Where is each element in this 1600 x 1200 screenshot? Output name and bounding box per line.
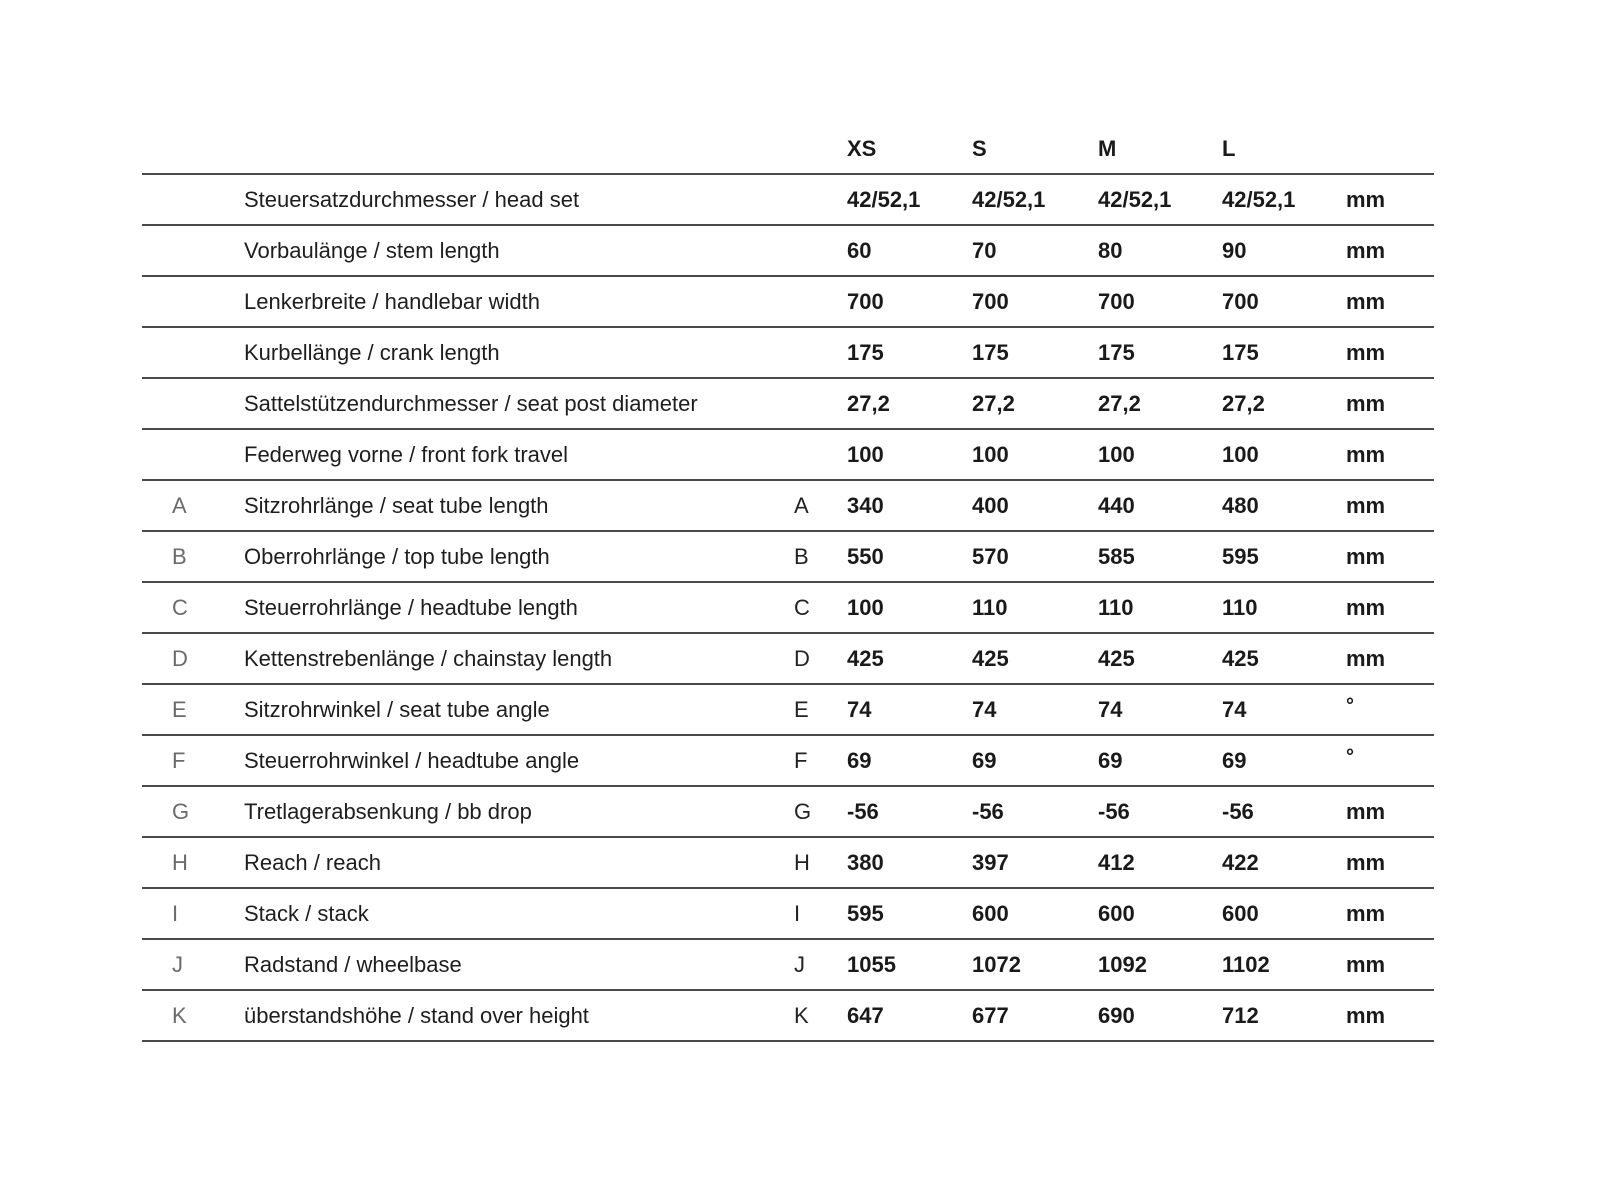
- value-xs: 647: [847, 1003, 884, 1028]
- value-s: 74: [972, 697, 997, 722]
- row-marker-left: [172, 328, 212, 377]
- value-l: 1102: [1222, 952, 1270, 977]
- row-marker-left: H: [172, 850, 188, 875]
- row-marker-left: F: [172, 748, 186, 773]
- value-l: 110: [1222, 595, 1258, 620]
- table-row: [142, 226, 1434, 277]
- value-xs: 340: [847, 493, 884, 518]
- unit-label: mm: [1346, 799, 1386, 824]
- row-marker-right: D: [794, 646, 810, 671]
- value-m: 1092: [1098, 952, 1147, 977]
- row-label: Federweg vorne / front fork travel: [244, 442, 569, 467]
- value-xs: 380: [847, 850, 884, 875]
- row-marker-right: [794, 277, 834, 326]
- value-m: 110: [1098, 595, 1134, 620]
- row-marker-right: E: [794, 697, 809, 722]
- row-marker-left: [172, 175, 212, 224]
- value-s: 175: [972, 340, 1009, 365]
- value-m: 27,2: [1098, 391, 1141, 416]
- row-marker-left: I: [172, 901, 179, 926]
- table-row: [142, 889, 1434, 940]
- table-row: [142, 277, 1434, 328]
- value-l: 422: [1222, 850, 1259, 875]
- table-row: [142, 685, 1434, 736]
- unit-label: mm: [1346, 289, 1386, 314]
- size-header-xs: XS: [847, 136, 877, 161]
- value-l: 27,2: [1222, 391, 1265, 416]
- row-label: Kettenstrebenlänge / chainstay length: [244, 646, 613, 671]
- table-row: [142, 175, 1434, 226]
- table-row: [142, 532, 1434, 583]
- table-row: [142, 736, 1434, 787]
- table-body: [142, 175, 1434, 1042]
- value-l: 595: [1222, 544, 1259, 569]
- table-row: [142, 787, 1434, 838]
- row-marker-right: G: [794, 799, 812, 824]
- row-marker-left: [172, 379, 212, 428]
- value-xs: 175: [847, 340, 884, 365]
- size-header-m: M: [1098, 136, 1117, 161]
- value-xs: 595: [847, 901, 884, 926]
- row-marker-right: [794, 328, 834, 377]
- value-m: 600: [1098, 901, 1135, 926]
- size-header-s: S: [972, 136, 987, 161]
- value-l: 69: [1222, 748, 1247, 773]
- row-label: Radstand / wheelbase: [244, 952, 462, 977]
- value-s: 397: [972, 850, 1009, 875]
- row-label: Sitzrohrlänge / seat tube length: [244, 493, 549, 518]
- value-s: 570: [972, 544, 1009, 569]
- value-m: 42/52,1: [1098, 187, 1172, 212]
- row-label: Stack / stack: [244, 901, 369, 926]
- value-m: 69: [1098, 748, 1123, 773]
- value-l: 74: [1222, 697, 1247, 722]
- row-label: Lenkerbreite / handlebar width: [244, 289, 540, 314]
- unit-label: mm: [1346, 850, 1386, 875]
- value-s: 400: [972, 493, 1009, 518]
- value-l: 100: [1222, 442, 1259, 467]
- value-m: 74: [1098, 697, 1123, 722]
- row-label: überstandshöhe / stand over height: [244, 1003, 589, 1028]
- row-marker-right: [794, 175, 834, 224]
- value-s: 425: [972, 646, 1009, 671]
- row-marker-left: [172, 277, 212, 326]
- row-marker-right: I: [794, 901, 801, 926]
- table-row: [142, 379, 1434, 430]
- value-xs: 700: [847, 289, 884, 314]
- row-marker-right: [794, 226, 834, 275]
- row-marker-right: F: [794, 748, 808, 773]
- value-s: 1072: [972, 952, 1021, 977]
- value-m: 100: [1098, 442, 1135, 467]
- value-l: 175: [1222, 340, 1259, 365]
- row-marker-left: E: [172, 697, 187, 722]
- value-s: 70: [972, 238, 997, 263]
- value-s: 677: [972, 1003, 1009, 1028]
- table-row: [142, 430, 1434, 481]
- value-xs: 42/52,1: [847, 187, 921, 212]
- value-m: -56: [1098, 799, 1130, 824]
- row-marker-right: [794, 379, 834, 428]
- row-marker-left: K: [172, 1003, 187, 1028]
- row-marker-left: J: [172, 952, 183, 977]
- row-label: Tretlagerabsenkung / bb drop: [244, 799, 532, 824]
- value-m: 440: [1098, 493, 1135, 518]
- value-m: 585: [1098, 544, 1135, 569]
- value-l: 700: [1222, 289, 1259, 314]
- row-label: Reach / reach: [244, 850, 381, 875]
- unit-label: °: [1346, 695, 1354, 717]
- size-header-l: L: [1222, 136, 1236, 161]
- row-marker-right: K: [794, 1003, 809, 1028]
- table-row: [142, 940, 1434, 991]
- value-s: 42/52,1: [972, 187, 1046, 212]
- unit-label: mm: [1346, 442, 1386, 467]
- row-label: Steuerrohrwinkel / headtube angle: [244, 748, 580, 773]
- unit-label: °: [1346, 746, 1354, 768]
- value-xs: 100: [847, 595, 884, 620]
- unit-label: mm: [1346, 1003, 1386, 1028]
- row-label: Sitzrohrwinkel / seat tube angle: [244, 697, 550, 722]
- row-marker-left: [172, 226, 212, 275]
- unit-label: mm: [1346, 493, 1386, 518]
- value-l: 90: [1222, 238, 1247, 263]
- value-xs: 74: [847, 697, 872, 722]
- unit-label: mm: [1346, 544, 1386, 569]
- value-s: 700: [972, 289, 1009, 314]
- row-marker-left: A: [172, 493, 187, 518]
- row-marker-right: C: [794, 595, 810, 620]
- value-s: 69: [972, 748, 997, 773]
- table-row: [142, 634, 1434, 685]
- value-l: 712: [1222, 1003, 1259, 1028]
- row-marker-left: B: [172, 544, 187, 569]
- value-xs: 27,2: [847, 391, 890, 416]
- value-l: 42/52,1: [1222, 187, 1296, 212]
- value-xs: -56: [847, 799, 879, 824]
- value-m: 175: [1098, 340, 1135, 365]
- table-row: [142, 481, 1434, 532]
- row-label: Sattelstützendurchmesser / seat post diameter: [244, 391, 698, 416]
- value-xs: 425: [847, 646, 884, 671]
- value-xs: 1055: [847, 952, 896, 977]
- value-l: 425: [1222, 646, 1259, 671]
- table-header-row: [142, 124, 1434, 175]
- value-s: 100: [972, 442, 1009, 467]
- table-row: [142, 583, 1434, 634]
- row-marker-right: A: [794, 493, 809, 518]
- value-s: 110: [972, 595, 1008, 620]
- value-l: -56: [1222, 799, 1254, 824]
- row-label: Steuerrohrlänge / headtube length: [244, 595, 578, 620]
- row-marker-right: B: [794, 544, 809, 569]
- row-label: Steuersatzdurchmesser / head set: [244, 187, 580, 212]
- value-m: 700: [1098, 289, 1135, 314]
- value-l: 480: [1222, 493, 1259, 518]
- value-l: 600: [1222, 901, 1259, 926]
- row-marker-right: J: [794, 952, 805, 977]
- value-m: 690: [1098, 1003, 1135, 1028]
- row-marker-right: [794, 430, 834, 479]
- value-s: -56: [972, 799, 1004, 824]
- row-label: Vorbaulänge / stem length: [244, 238, 500, 263]
- row-marker-left: G: [172, 799, 190, 824]
- row-marker-right: H: [794, 850, 810, 875]
- value-xs: 69: [847, 748, 872, 773]
- unit-label: mm: [1346, 646, 1386, 671]
- unit-label: mm: [1346, 187, 1386, 212]
- value-s: 27,2: [972, 391, 1015, 416]
- value-m: 425: [1098, 646, 1135, 671]
- value-m: 80: [1098, 238, 1123, 263]
- value-m: 412: [1098, 850, 1135, 875]
- unit-label: mm: [1346, 340, 1386, 365]
- unit-label: mm: [1346, 952, 1386, 977]
- table-row: [142, 328, 1434, 379]
- table-row: [142, 991, 1434, 1042]
- value-xs: 60: [847, 238, 872, 263]
- row-marker-left: [172, 430, 212, 479]
- row-label: Oberrohrlänge / top tube length: [244, 544, 550, 569]
- unit-label: mm: [1346, 391, 1386, 416]
- table-row: [142, 838, 1434, 889]
- row-label: Kurbellänge / crank length: [244, 340, 500, 365]
- unit-label: mm: [1346, 595, 1386, 620]
- value-xs: 550: [847, 544, 884, 569]
- value-xs: 100: [847, 442, 884, 467]
- row-marker-left: D: [172, 646, 188, 671]
- geometry-table: [142, 124, 1434, 1042]
- unit-label: mm: [1346, 901, 1386, 926]
- row-marker-left: C: [172, 595, 188, 620]
- value-s: 600: [972, 901, 1009, 926]
- unit-label: mm: [1346, 238, 1386, 263]
